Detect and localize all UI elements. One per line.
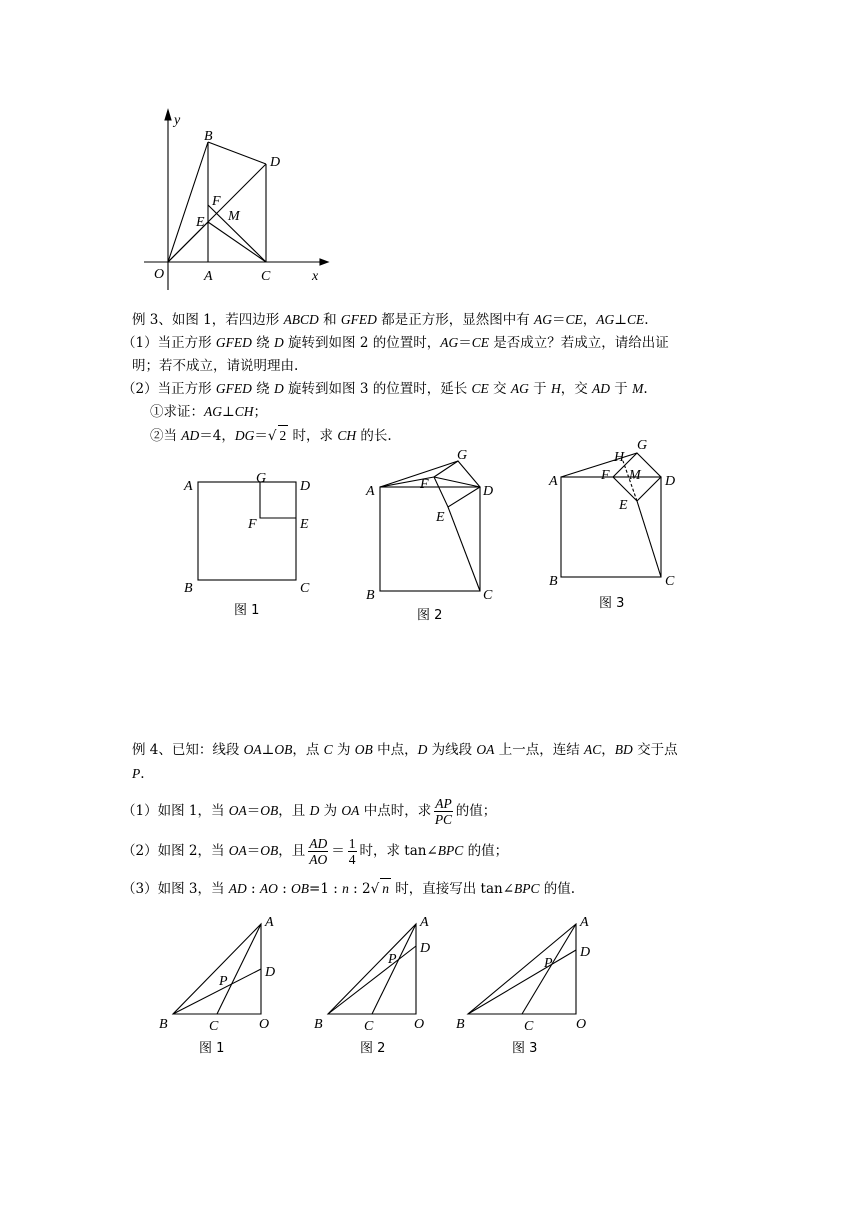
- label-E: E: [300, 517, 309, 532]
- caption: 图 1: [199, 1041, 225, 1056]
- ex4-line-1: 例 4、已知：线段 OA⊥OB，点 C 为 OB 中点，D 为线段 OA 上一点，连结 AC，BD 交于点: [132, 742, 678, 758]
- label-F: F: [420, 477, 429, 492]
- caption: 图 2: [360, 1041, 386, 1056]
- y-axis-arrow: [165, 110, 171, 120]
- ex4-line-4: （2）如图 2，当 OA＝OB，且 $\frac{AD}{AO}$ ＝ $\frac{1}{4}$ 时，求 tan∠BPC 的值；: [122, 836, 509, 867]
- fraction-AP-PC: $\frac{AP}{PC}$: [434, 796, 453, 827]
- label-D: D: [483, 484, 494, 499]
- label-C: C: [209, 1019, 219, 1034]
- label-O: O: [259, 1017, 270, 1032]
- segment-BD: [208, 142, 266, 164]
- label-A: A: [265, 915, 274, 930]
- label-C: C: [300, 581, 310, 596]
- ex4-figure-2: [310, 910, 445, 1060]
- label-C: C: [483, 588, 493, 603]
- ex3-line-5: ①求证：AG⊥CH；: [150, 404, 267, 420]
- label-O: O: [414, 1017, 425, 1032]
- label-A: A: [184, 479, 193, 494]
- label-D: D: [300, 479, 311, 494]
- label-M: M: [228, 209, 240, 224]
- label-C: C: [524, 1019, 534, 1034]
- label-A: A: [366, 484, 375, 499]
- ex3-line-3: 明；若不成立，请说明理由.: [132, 358, 299, 374]
- ex3-figure-1: [180, 470, 330, 620]
- ex3-figure-2: [360, 445, 510, 630]
- label-B: B: [159, 1017, 168, 1032]
- label-G: G: [256, 471, 267, 486]
- label-B: B: [204, 129, 213, 144]
- label-D: D: [580, 945, 591, 960]
- label-x: x: [312, 269, 319, 284]
- square-ABCD: [198, 482, 296, 580]
- label-A: A: [204, 269, 213, 284]
- label-G: G: [457, 448, 468, 463]
- label-D: D: [270, 155, 281, 170]
- fraction-AD-AO: $\frac{AD}{AO}$: [309, 836, 328, 867]
- label-E: E: [436, 510, 445, 525]
- segment-CE: [448, 507, 480, 591]
- label-B: B: [456, 1017, 465, 1032]
- label-P: P: [388, 952, 397, 967]
- coordinate-figure: [130, 100, 350, 290]
- ex3-line-1: 例 3、如图 1，若四边形 ABCD 和 GFED 都是正方形，显然图中有 AG＝CE，AG⊥CE.: [132, 312, 649, 328]
- label-D: D: [420, 941, 431, 956]
- square-GFED: [434, 461, 480, 507]
- ex3-line-2: （1）当正方形 GFED 绕 D 旋转到如图 2 的位置时，AG＝CE 是否成立？若成立，请给出证: [122, 335, 669, 351]
- label-O: O: [576, 1017, 587, 1032]
- label-D: D: [265, 965, 276, 980]
- segment-OB: [168, 142, 208, 262]
- label-F: F: [248, 517, 257, 532]
- square-ABCD: [380, 487, 480, 591]
- caption: 图 3: [599, 596, 625, 611]
- label-O: O: [154, 267, 165, 282]
- ex3-line-6: ②当 AD＝4，DG＝√ 2 时，求 CH 的长.: [150, 425, 392, 446]
- label-A: A: [549, 474, 558, 489]
- caption: 图 2: [417, 608, 443, 623]
- segment-AC: [217, 924, 261, 1014]
- label-M: M: [629, 468, 641, 483]
- label-F: F: [601, 468, 610, 483]
- ex4-line-2: P.: [132, 766, 145, 782]
- ex4-line-5: （3）如图 3，当 AD : AO : OB=1 : n : 2√ n 时，直接写出 tan∠BPC 的值.: [122, 878, 575, 899]
- label-A: A: [420, 915, 429, 930]
- label-P: P: [219, 974, 228, 989]
- triangle-AOB: [328, 924, 416, 1014]
- label-B: B: [366, 588, 375, 603]
- ex4-figure-3: [452, 910, 602, 1060]
- label-E: E: [619, 498, 628, 513]
- label-H: H: [614, 450, 625, 465]
- segment-BD: [173, 969, 261, 1014]
- label-C: C: [665, 574, 675, 589]
- triangle-AOB: [173, 924, 261, 1014]
- label-D: D: [665, 474, 676, 489]
- fraction-1-4: $\frac{1}{4}$: [348, 836, 356, 867]
- label-E: E: [196, 215, 205, 230]
- segment-EC: [208, 222, 266, 262]
- triangle-AOB: [468, 924, 576, 1014]
- label-C: C: [364, 1019, 374, 1034]
- segment-BD: [328, 946, 416, 1014]
- segment-CE: [637, 501, 661, 577]
- ex4-line-3: （1）如图 1，当 OA＝OB，且 D 为 OA 中点时，求 $\frac{AP}{PC}$ 的值；: [122, 796, 497, 827]
- segment-AC: [372, 924, 416, 1014]
- ex3-line-4: （2）当正方形 GFED 绕 D 旋转到如图 3 的位置时，延长 CE 交 AG 于 H，交 AD 于 M.: [122, 381, 648, 397]
- caption: 图 1: [234, 603, 260, 618]
- label-F: F: [212, 194, 221, 209]
- label-B: B: [184, 581, 193, 596]
- x-axis-arrow: [320, 259, 328, 265]
- label-B: B: [549, 574, 558, 589]
- square-GFED: [260, 482, 296, 518]
- ex4-figure-1: [155, 910, 290, 1060]
- caption: 图 3: [512, 1041, 538, 1056]
- label-y: y: [174, 113, 181, 128]
- label-C: C: [261, 269, 271, 284]
- segment-AG: [380, 461, 458, 487]
- ex3-figure-3: [545, 433, 695, 613]
- label-G: G: [637, 438, 648, 453]
- label-P: P: [544, 956, 553, 971]
- segment-BD: [468, 950, 576, 1014]
- label-A: A: [580, 915, 589, 930]
- label-B: B: [314, 1017, 323, 1032]
